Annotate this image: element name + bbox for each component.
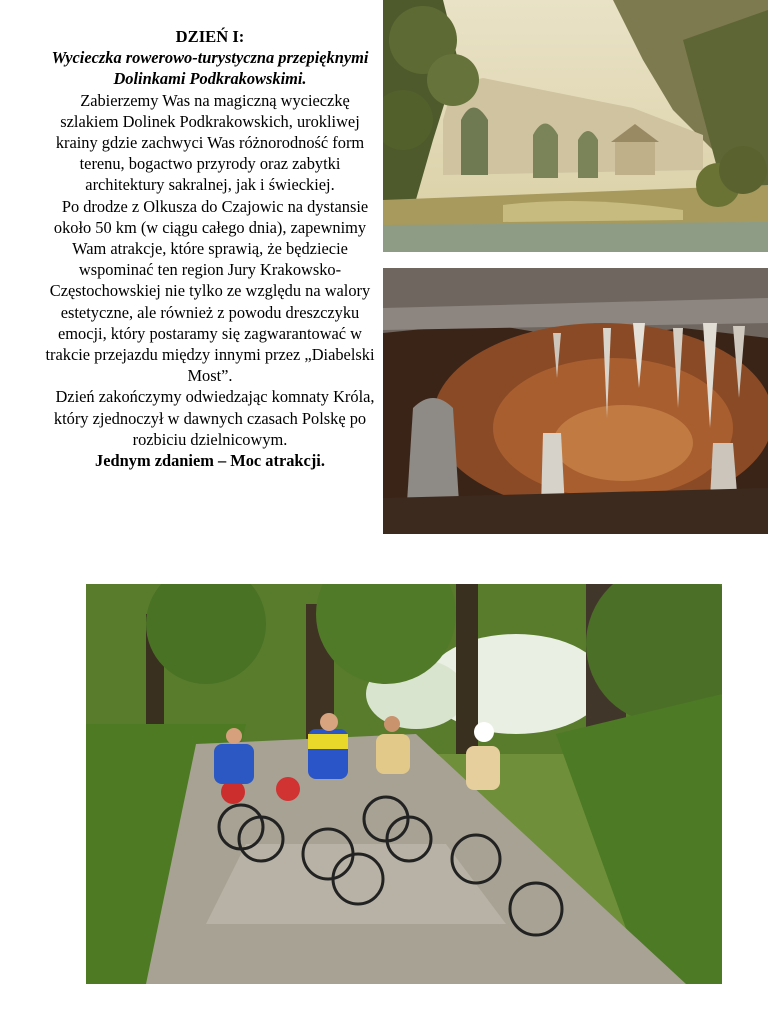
paragraph-route: Po drodze z Olkusza do Czajowic na dystansie około 50 km (w ciągu całego dnia), zapewnimy Wam atrakcje, które sprawią, że będziecie wspominać ten region Jury Krakowsko-Częstochowskiej nie tylko ze względu na walory estetyczne, ale również z powodu dreszczyku emocji, który postaramy się zagwarantować w trakcie przejazdu między innymi przez „Diabelski Most”. xyxy=(45,196,375,386)
cyclists-forest-photo xyxy=(86,584,722,984)
cave-stalactites-image xyxy=(383,268,768,534)
paragraph-intro: Zabierzemy Was na magiczną wycieczkę szlakiem Dolinek Podkrakowskich, urokliwej krainy gdzie zachwyci Was różnorodność form terenu, bogactwo przyrody oraz zabytki architektury sakralnej, jak i świeckiej. xyxy=(55,90,365,195)
paragraph-end: Dzień zakończymy odwiedzając komnaty Króla, który zjednoczył w dawnych czasach Polskę po rozbiciu dzielnicowym. xyxy=(53,387,375,449)
aqueduct-painting-image xyxy=(383,0,768,252)
day-title: DZIEŃ I: xyxy=(175,27,245,46)
trip-subtitle: Wycieczka rowerowo-turystyczna przepięknymi Dolinkami Podkrakowskimi. xyxy=(51,48,369,89)
article-text xyxy=(40,26,380,471)
closing-line: Jednym zdaniem – Moc atrakcji. xyxy=(95,451,325,471)
